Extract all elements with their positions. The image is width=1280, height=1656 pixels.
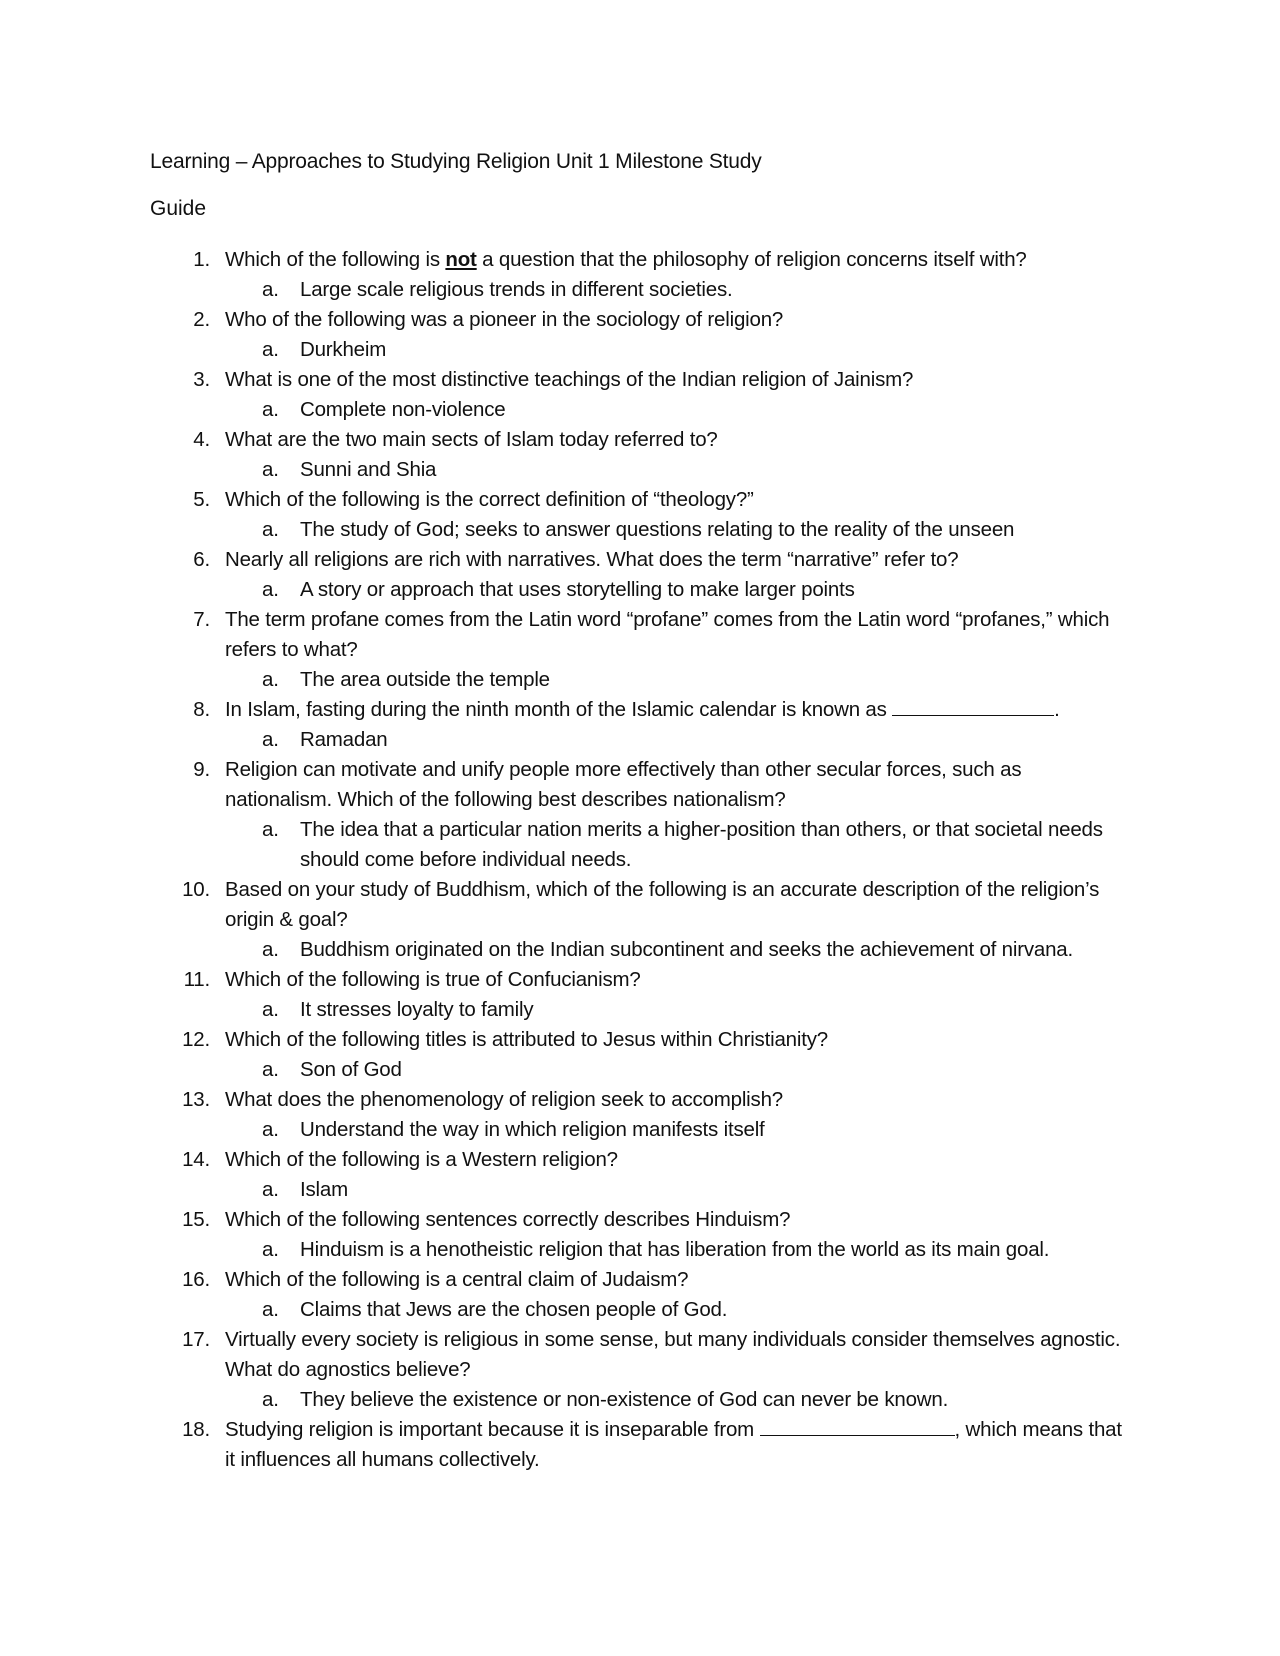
question-text: 13. What does the phenomenology of religion seek to accomplish? xyxy=(0,1085,1125,1115)
question-item xyxy=(0,605,1280,695)
question-text: 15. Which of the following sentences correctly describes Hinduism? xyxy=(0,1205,1125,1235)
answer-text: a. Sunni and Shia xyxy=(0,455,1120,485)
answer-text: a. The idea that a particular nation merits a higher-position than others, or that societal needs should come before individual needs. xyxy=(0,815,1120,875)
question-item xyxy=(0,695,1280,755)
question-number: 15. xyxy=(182,1208,210,1231)
answer-letter: a. xyxy=(262,1388,279,1411)
answer-letter: a. xyxy=(262,938,279,961)
question-number: 2. xyxy=(193,308,210,331)
answer-text: a. Durkheim xyxy=(0,335,1120,365)
question-text: 8. In Islam, fasting during the ninth month of the Islamic calendar is known as . xyxy=(0,695,1125,725)
answer-letter: a. xyxy=(262,998,279,1021)
answer-text: a. Understand the way in which religion manifests itself xyxy=(0,1115,1120,1145)
question-item xyxy=(0,1025,1280,1085)
question-text: 10. Based on your study of Buddhism, which of the following is an accurate description of the religion’s origin & goal? xyxy=(0,875,1125,935)
answer-text: a. Son of God xyxy=(0,1055,1120,1085)
answer-text: a. The study of God; seeks to answer questions relating to the reality of the unseen xyxy=(0,515,1120,545)
question-item xyxy=(0,1085,1280,1145)
question-number: 7. xyxy=(193,608,210,631)
question-item xyxy=(0,305,1280,365)
question-number: 17. xyxy=(182,1328,210,1351)
answer-letter: a. xyxy=(262,338,279,361)
question-text: 2. Who of the following was a pioneer in the sociology of religion? xyxy=(0,305,1125,335)
question-number: 8. xyxy=(193,698,210,721)
question-item xyxy=(0,1205,1280,1265)
question-number: 11. xyxy=(183,968,210,991)
question-text: 9. Religion can motivate and unify people more effectively than other secular forces, such as nationalism. Which of the following best describes nationalism? xyxy=(0,755,1125,815)
answer-letter: a. xyxy=(262,728,279,751)
answer-text: a. Ramadan xyxy=(0,725,1120,755)
answer-letter: a. xyxy=(262,398,279,421)
document-subtitle: Guide xyxy=(150,197,207,220)
fill-in-blank xyxy=(760,1415,955,1436)
question-number: 5. xyxy=(193,488,210,511)
document-title: Learning – Approaches to Studying Religion Unit 1 Milestone Study xyxy=(150,150,762,173)
answer-letter: a. xyxy=(262,578,279,601)
answer-letter: a. xyxy=(262,1298,279,1321)
question-item xyxy=(0,245,1280,305)
answer-letter: a. xyxy=(262,458,279,481)
question-text: 17. Virtually every society is religious in some sense, but many individuals consider themselves agnostic. What do agnostics believe? xyxy=(0,1325,1125,1385)
question-item xyxy=(0,1325,1280,1415)
answer-text: a. It stresses loyalty to family xyxy=(0,995,1120,1025)
question-list xyxy=(0,245,1280,1475)
question-item xyxy=(0,875,1280,965)
question-text: 16. Which of the following is a central claim of Judaism? xyxy=(0,1265,1125,1295)
emphasis-not: not xyxy=(445,248,477,271)
question-number: 9. xyxy=(193,758,210,781)
answer-letter: a. xyxy=(262,518,279,541)
answer-text: a. Complete non-violence xyxy=(0,395,1120,425)
question-item xyxy=(0,965,1280,1025)
answer-text: a. They believe the existence or non-existence of God can never be known. xyxy=(0,1385,1120,1415)
question-item xyxy=(0,755,1280,875)
question-item xyxy=(0,425,1280,485)
question-text: 3. What is one of the most distinctive teachings of the Indian religion of Jainism? xyxy=(0,365,1125,395)
answer-text: a. Large scale religious trends in different societies. xyxy=(0,275,1120,305)
answer-letter: a. xyxy=(262,1178,279,1201)
answer-letter: a. xyxy=(262,1118,279,1141)
question-number: 4. xyxy=(193,428,210,451)
question-item xyxy=(0,485,1280,545)
answer-text: a. A story or approach that uses storytelling to make larger points xyxy=(0,575,1120,605)
question-text: 4. What are the two main sects of Islam today referred to? xyxy=(0,425,1125,455)
question-number: 3. xyxy=(193,368,210,391)
question-text: 18. Studying religion is important because it is inseparable from , which means that it influences all humans collectively. xyxy=(0,1415,1125,1475)
question-number: 16. xyxy=(182,1268,210,1291)
fill-in-blank xyxy=(892,695,1054,716)
question-number: 14. xyxy=(182,1148,210,1171)
question-number: 10. xyxy=(182,878,210,901)
answer-text: a. Islam xyxy=(0,1175,1120,1205)
question-item xyxy=(0,545,1280,605)
question-text: 5. Which of the following is the correct definition of “theology?” xyxy=(0,485,1125,515)
question-item xyxy=(0,1415,1280,1475)
question-number: 6. xyxy=(193,548,210,571)
question-item xyxy=(0,1265,1280,1325)
question-number: 18. xyxy=(182,1418,210,1441)
answer-letter: a. xyxy=(262,1238,279,1261)
question-number: 12. xyxy=(182,1028,210,1051)
question-number: 13. xyxy=(182,1088,210,1111)
question-number: 1. xyxy=(193,248,210,271)
question-text: 12. Which of the following titles is attributed to Jesus within Christianity? xyxy=(0,1025,1125,1055)
answer-text: a. Claims that Jews are the chosen people of God. xyxy=(0,1295,1120,1325)
question-text: 14. Which of the following is a Western religion? xyxy=(0,1145,1125,1175)
question-text: 7. The term profane comes from the Latin word “profane” comes from the Latin word “profanes,” which refers to what? xyxy=(0,605,1125,665)
question-text: 6. Nearly all religions are rich with narratives. What does the term “narrative” refer to? xyxy=(0,545,1125,575)
answer-letter: a. xyxy=(262,818,279,841)
question-text: 1. Which of the following is not a question that the philosophy of religion concerns itself with? xyxy=(0,245,1125,275)
answer-letter: a. xyxy=(262,1058,279,1081)
question-text: 11. Which of the following is true of Confucianism? xyxy=(0,965,1125,995)
answer-text: a. Buddhism originated on the Indian subcontinent and seeks the achievement of nirvana. xyxy=(0,935,1120,965)
answer-text: a. The area outside the temple xyxy=(0,665,1120,695)
question-item xyxy=(0,1145,1280,1205)
answer-letter: a. xyxy=(262,278,279,301)
answer-text: a. Hinduism is a henotheistic religion that has liberation from the world as its main goal. xyxy=(0,1235,1120,1265)
answer-letter: a. xyxy=(262,668,279,691)
question-item xyxy=(0,365,1280,425)
